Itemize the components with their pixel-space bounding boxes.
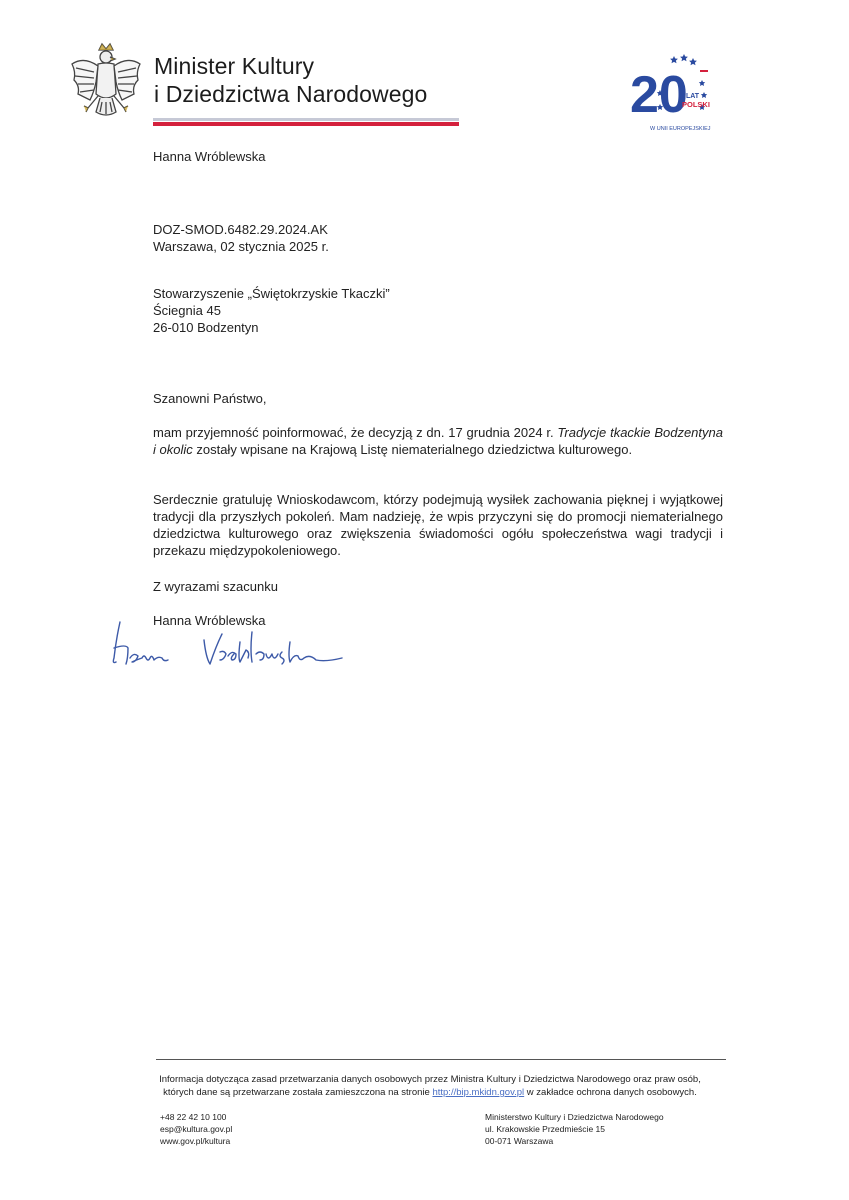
minister-title <box>154 52 427 108</box>
recipient-city: 26-010 Bodzentyn <box>153 320 259 335</box>
eu-logo-tagline: W UNII EUROPEJSKIEJ <box>650 126 711 132</box>
minister-title-line2: i Dziedzictwa Narodowego <box>154 81 428 107</box>
contact-phone: +48 22 42 10 100 <box>160 1112 227 1122</box>
salutation: Szanowni Państwo, <box>153 391 267 406</box>
signer-name-bottom: Hanna Wróblewska <box>153 613 266 628</box>
bip-link[interactable]: http://bip.mkidn.gov.pl <box>432 1087 525 1098</box>
address-city: 00-071 Warszawa <box>485 1136 554 1146</box>
header-rule-red <box>153 122 459 126</box>
header-flag-rule <box>153 118 459 126</box>
eu-logo-polski: POLSKI <box>682 100 710 109</box>
footer-rule <box>156 1059 726 1060</box>
reference-number: DOZ-SMOD.6482.29.2024.AK <box>153 222 328 237</box>
contact-website: www.gov.pl/kultura <box>160 1136 231 1146</box>
eu-logo-lat: LAT <box>686 93 700 100</box>
place-date: Warszawa, 02 stycznia 2025 r. <box>153 239 329 254</box>
recipient-address <box>153 285 390 336</box>
signer-name-top: Hanna Wróblewska <box>153 149 266 164</box>
closing-phrase: Z wyrazami szacunku <box>153 579 278 594</box>
privacy-note <box>100 1073 760 1099</box>
paragraph-1-start: mam przyjemność poinformować, że decyzją z dn. 17 grudnia 2024 r. <box>153 425 558 440</box>
header-rule-white <box>153 118 459 121</box>
paragraph-1-end: zostały wpisane na Krajową Listę niematerialnego dziedzictwa kulturowego. <box>192 442 633 457</box>
handwritten-signature <box>106 618 356 678</box>
footer-address <box>485 1111 664 1147</box>
reference-block <box>153 221 329 255</box>
contact-email: esp@kultura.gov.pl <box>160 1124 233 1134</box>
recipient-name: Stowarzyszenie „Świętokrzyskie Tkaczki” <box>153 286 390 301</box>
privacy-note-line2-start: których dane są przetwarzane została zamieszczona na stronie <box>163 1087 433 1098</box>
address-street: ul. Krakowskie Przedmieście 15 <box>485 1124 605 1134</box>
polish-eagle-emblem-icon <box>66 42 146 130</box>
eu-20-years-logo <box>622 50 722 136</box>
privacy-note-line2 <box>100 1086 760 1099</box>
paragraph-1-italic-title: Tradycje tkackie Bodzentyna i okolic <box>153 425 723 457</box>
recipient-street: Ściegnia 45 <box>153 303 221 318</box>
eu-logo-number: 20 <box>630 66 688 124</box>
privacy-note-line1: Informacja dotycząca zasad przetwarzania danych osobowych przez Ministra Kultury i Dziedzictwa Narodowego oraz praw osób, <box>159 1074 701 1085</box>
address-name: Ministerstwo Kultury i Dziedzictwa Narodowego <box>485 1112 664 1122</box>
paragraph-1 <box>153 424 723 458</box>
privacy-note-line2-end: w zakładce ochrona danych osobowych. <box>524 1087 697 1098</box>
paragraph-2: Serdecznie gratuluję Wnioskodawcom, którzy podejmują wysiłek zachowania pięknej i wyjątkowej tradycji dla przyszłych pokoleń. Mam nadzieję, że wpis przyczyni się do promocji niematerialnego dziedzictwa kulturowego oraz zwiększenia świadomości ogółu społeczeństwa wagi tradycji i przekazu międzypokoleniowego. <box>153 492 723 558</box>
minister-title-line1: Minister Kultury <box>154 53 315 79</box>
footer-contact <box>160 1111 232 1147</box>
